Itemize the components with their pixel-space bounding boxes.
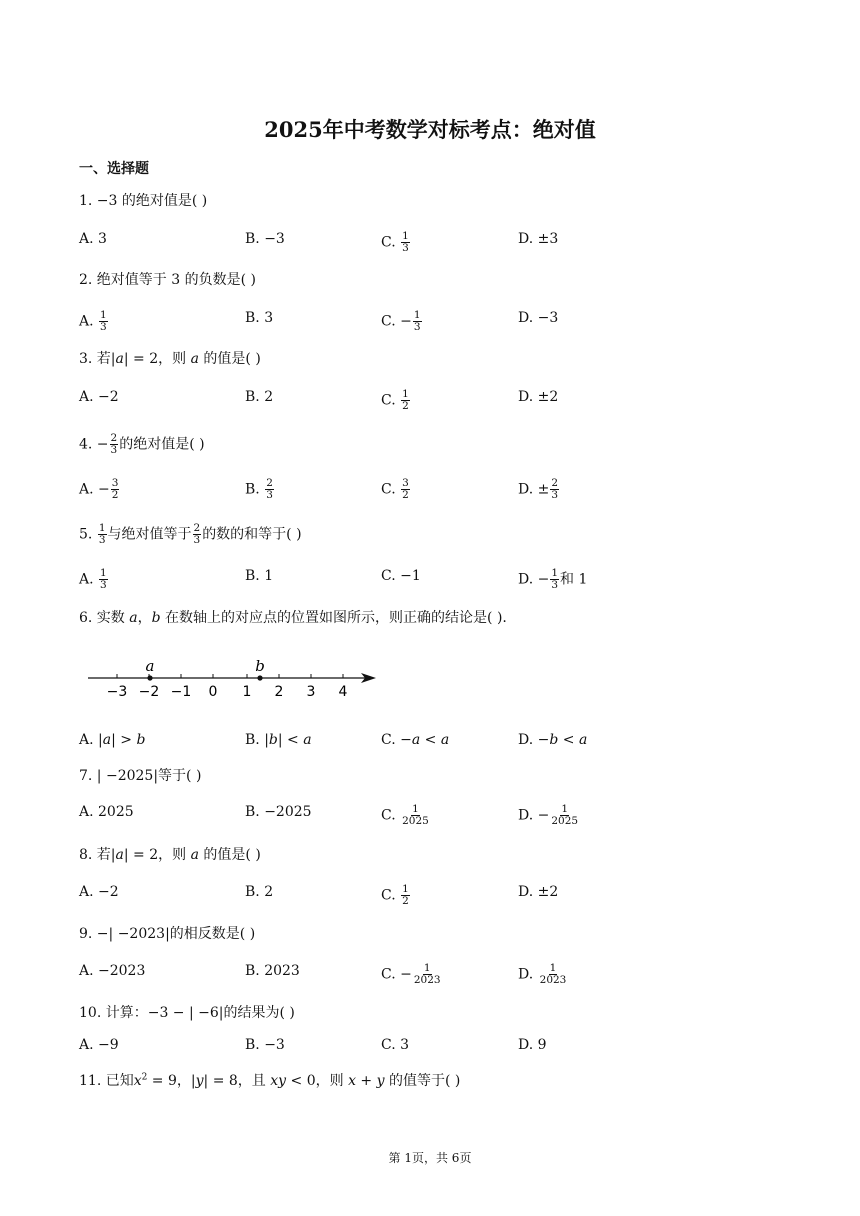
question-10-stem — [79, 1002, 295, 1022]
fraction-numerator: 2 — [266, 477, 273, 489]
question-1-stem — [79, 190, 207, 210]
fraction-denominator: 2 — [402, 489, 409, 501]
fraction-denominator: 3 — [551, 489, 559, 501]
section-heading: 一、选择题 — [79, 161, 149, 177]
text-run: + — [355, 1073, 377, 1089]
text-run: 9. −| −2023|的相反数是( ) — [79, 926, 256, 942]
math-variable: b — [268, 732, 278, 748]
point-a — [147, 675, 152, 680]
point-b-label: b — [255, 657, 265, 675]
question-3-option-d — [518, 389, 558, 405]
fraction-numerator: 1 — [100, 309, 107, 321]
fraction — [110, 433, 119, 456]
text-run: D. ±2 — [518, 884, 559, 900]
fraction-denominator: 3 — [100, 579, 107, 591]
question-5-option-d — [518, 568, 587, 591]
question-10-option-d — [518, 1037, 547, 1053]
text-run: 的值等于( ) — [384, 1073, 461, 1089]
text-run: 1. −3 的绝对值是( ) — [79, 193, 208, 209]
fraction — [401, 804, 430, 827]
fraction-numerator: 2 — [193, 522, 201, 534]
text-run: 与绝对值等于 — [107, 526, 192, 543]
fraction-denominator: 2025 — [402, 815, 429, 827]
text-run: < — [558, 732, 579, 748]
question-2-option-c — [381, 310, 423, 333]
text-run: D. − — [518, 571, 550, 588]
question-8-option-b — [245, 884, 273, 900]
text-run: 2. 绝对值等于 3 的负数是( ) — [79, 272, 256, 288]
fraction-numerator: 1 — [402, 388, 409, 400]
fraction-numerator: 1 — [561, 803, 569, 815]
text-run: 3. 若| — [79, 351, 116, 367]
fraction — [539, 963, 568, 986]
fraction-numerator: 1 — [98, 522, 106, 534]
fraction-denominator: 3 — [98, 534, 106, 546]
math-variable: x — [348, 1073, 356, 1089]
fraction-denominator: 3 — [402, 242, 409, 254]
point-a-label: a — [145, 657, 155, 675]
page-footer: 第 1页，共 6页 — [388, 1151, 472, 1165]
text-run: B. −3 — [245, 231, 285, 247]
fraction-denominator: 2023 — [413, 974, 441, 986]
text-run: C. — [381, 234, 401, 251]
text-run: = 9，| — [147, 1073, 196, 1089]
text-run: C. — [381, 887, 401, 904]
math-variable: a — [303, 732, 312, 748]
fraction-numerator: 1 — [413, 309, 421, 321]
fraction-denominator: 2 — [402, 400, 409, 412]
question-3-option-c — [381, 389, 411, 412]
fraction — [265, 478, 274, 501]
fraction-numerator: 2 — [110, 432, 118, 444]
text-run: A. −2 — [79, 884, 119, 900]
math-variable: y — [376, 1073, 385, 1089]
fraction — [401, 389, 410, 412]
question-4-option-b — [245, 478, 275, 501]
question-1-option-c — [381, 231, 411, 254]
text-run: D. 9 — [518, 1037, 547, 1053]
text-run: D. − — [518, 732, 550, 748]
question-9-stem — [79, 923, 255, 943]
number-line-tick-label: −3 — [106, 684, 128, 700]
fraction — [413, 310, 422, 333]
fraction-numerator: 2 — [551, 477, 559, 489]
text-run: A. − — [79, 481, 110, 498]
text-run: | < — [277, 732, 304, 748]
fraction-denominator: 2 — [402, 895, 409, 907]
question-6-option-b — [245, 732, 312, 748]
fraction-numerator: 1 — [551, 567, 559, 579]
question-9-option-d — [518, 963, 568, 986]
question-11-stem — [79, 1070, 460, 1090]
text-run: A. — [79, 571, 99, 588]
fraction — [550, 568, 559, 591]
math-variable: a — [129, 610, 138, 626]
text-run: 10. 计算：−3 − | −6|的结果为( ) — [79, 1005, 295, 1021]
fraction-denominator: 3 — [266, 489, 273, 501]
math-variable: x — [133, 1073, 142, 1089]
text-run: 5. — [79, 526, 97, 543]
text-run: B. 2 — [245, 884, 274, 900]
text-run: 的值是( ) — [198, 847, 261, 863]
question-7-option-b — [245, 804, 312, 820]
question-2-option-b — [245, 310, 273, 326]
text-run: 在数轴上的对应点的位置如图所示，则正确的结论是( ). — [160, 610, 507, 626]
math-variable: b — [136, 732, 146, 748]
fraction-numerator: 1 — [412, 803, 419, 815]
question-8-option-a — [79, 884, 119, 900]
text-run: ， — [137, 610, 152, 626]
text-run: A. −2023 — [79, 963, 146, 979]
question-10-option-c — [381, 1037, 409, 1053]
fraction-numerator: 1 — [423, 962, 431, 974]
number-line-tick-label: −2 — [138, 684, 160, 700]
math-variable: xy — [270, 1073, 287, 1089]
fraction — [99, 310, 108, 333]
text-run: A. 3 — [79, 231, 107, 247]
text-run: 的数的和等于( ) — [202, 526, 302, 543]
text-run: C. — [381, 392, 401, 409]
question-6-option-c — [381, 732, 449, 748]
number-line-tick-label: 4 — [338, 684, 348, 700]
fraction — [401, 231, 410, 254]
text-run: B. −2025 — [245, 804, 312, 820]
text-run: 7. | −2025|等于( ) — [79, 768, 202, 784]
math-variable: a — [411, 732, 421, 748]
fraction-denominator: 2025 — [551, 815, 579, 827]
fraction-numerator: 3 — [402, 477, 409, 489]
text-run: C. − — [381, 732, 412, 748]
text-run: | = 8，且 — [203, 1073, 271, 1089]
text-run: | > — [111, 732, 137, 748]
fraction-numerator: 1 — [549, 962, 557, 974]
question-7-option-d — [518, 804, 580, 827]
question-8-option-c — [381, 884, 411, 907]
superscript: 2 — [141, 1072, 148, 1083]
number-line-tick-label: 1 — [242, 684, 252, 700]
question-10-option-b — [245, 1037, 285, 1053]
fraction — [401, 884, 410, 907]
fraction — [401, 478, 410, 501]
question-2-option-a — [79, 310, 109, 333]
question-6-option-d — [518, 732, 587, 748]
question-9-option-b — [245, 963, 300, 979]
text-run: C. 3 — [381, 1037, 410, 1053]
question-7-stem — [79, 765, 201, 785]
text-run: 6. 实数 — [79, 610, 130, 626]
text-run: D. − — [518, 807, 550, 824]
text-run: B. −3 — [245, 1037, 285, 1053]
text-run: D. ± — [518, 481, 550, 498]
text-run: A. | — [79, 732, 103, 748]
fraction — [98, 523, 107, 546]
text-run: B. 3 — [245, 310, 274, 326]
question-3-option-b — [245, 389, 273, 405]
fraction-numerator: 1 — [100, 567, 107, 579]
fraction — [99, 568, 108, 591]
question-8-option-d — [518, 884, 558, 900]
question-8-stem — [79, 844, 261, 864]
text-run: 和 1 — [560, 571, 588, 588]
question-7-option-a — [79, 804, 134, 820]
text-run: B. — [245, 481, 265, 498]
point-b — [257, 675, 262, 680]
question-2-stem — [79, 269, 256, 289]
text-run: C. − — [381, 966, 412, 983]
question-6-option-a — [79, 732, 145, 748]
text-run: B. 1 — [245, 568, 274, 584]
text-run: C. − — [381, 313, 412, 330]
fraction — [413, 963, 442, 986]
question-2-option-d — [518, 310, 558, 326]
fraction-denominator: 2 — [111, 489, 119, 501]
math-variable: b — [549, 732, 559, 748]
math-variable: a — [115, 847, 124, 863]
question-7-option-c — [381, 804, 431, 827]
math-variable: b — [151, 610, 161, 626]
question-5-stem — [79, 523, 302, 546]
question-5-option-c — [381, 568, 421, 584]
question-1-option-a — [79, 231, 107, 247]
question-3-stem — [79, 348, 261, 368]
number-line-tick-label: −1 — [170, 684, 192, 700]
question-4-option-d — [518, 478, 560, 501]
fraction-denominator: 2023 — [539, 974, 567, 986]
text-run: 4. − — [79, 436, 109, 453]
text-run: D. −3 — [518, 310, 559, 326]
page-title: 2025年中考数学对标考点：绝对值 — [264, 117, 596, 142]
text-run: 的值是( ) — [198, 351, 261, 367]
math-variable: a — [440, 732, 450, 748]
number-line-tick-label: 3 — [306, 684, 316, 700]
math-variable: y — [195, 1073, 204, 1089]
text-run: B. 2 — [245, 389, 274, 405]
fraction-numerator: 1 — [402, 883, 409, 895]
number-line-tick-label: 2 — [274, 684, 284, 700]
question-4-option-a — [79, 478, 120, 501]
fraction-numerator: 1 — [402, 230, 409, 242]
fraction — [193, 523, 202, 546]
math-variable: a — [190, 351, 199, 367]
text-run: C. −1 — [381, 568, 421, 584]
question-9-option-c — [381, 963, 443, 986]
math-variable: a — [190, 847, 199, 863]
text-run: < 0，则 — [286, 1073, 349, 1089]
question-6-stem — [79, 607, 507, 627]
question-10-option-a — [79, 1037, 119, 1053]
text-run: B. | — [245, 732, 269, 748]
text-run: A. 2025 — [79, 804, 134, 820]
text-run: A. — [79, 313, 99, 330]
text-run: D. — [518, 966, 538, 983]
text-run: 8. 若| — [79, 847, 116, 863]
text-run: A. −9 — [79, 1037, 119, 1053]
math-variable: a — [578, 732, 588, 748]
math-variable: a — [102, 732, 112, 748]
fraction — [550, 478, 559, 501]
text-run: C. — [381, 481, 401, 498]
question-1-option-d — [518, 231, 558, 247]
fraction — [550, 804, 579, 827]
text-run: | = 2，则 — [123, 847, 191, 863]
question-5-option-a — [79, 568, 109, 591]
text-run: | = 2，则 — [123, 351, 191, 367]
text-run: 11. 已知 — [79, 1073, 134, 1089]
fraction-denominator: 3 — [100, 321, 107, 333]
fraction-numerator: 3 — [111, 477, 119, 489]
text-run: D. ±3 — [518, 231, 559, 247]
fraction — [111, 478, 120, 501]
fraction-denominator: 3 — [193, 534, 201, 546]
question-4-option-c — [381, 478, 411, 501]
text-run: D. ±2 — [518, 389, 559, 405]
text-run: C. — [381, 807, 401, 824]
question-9-option-a — [79, 963, 145, 979]
text-run: 的绝对值是( ) — [119, 436, 205, 453]
question-4-stem — [79, 433, 205, 456]
number-line-tick-label: 0 — [208, 684, 218, 700]
question-5-option-b — [245, 568, 273, 584]
text-run: A. −2 — [79, 389, 119, 405]
math-variable: a — [115, 351, 124, 367]
text-run: B. 2023 — [245, 963, 300, 979]
number-line-figure — [85, 652, 385, 704]
text-run: < — [420, 732, 441, 748]
fraction-denominator: 3 — [413, 321, 421, 333]
question-3-option-a — [79, 389, 119, 405]
fraction-denominator: 3 — [110, 444, 118, 456]
fraction-denominator: 3 — [551, 579, 559, 591]
question-1-option-b — [245, 231, 285, 247]
